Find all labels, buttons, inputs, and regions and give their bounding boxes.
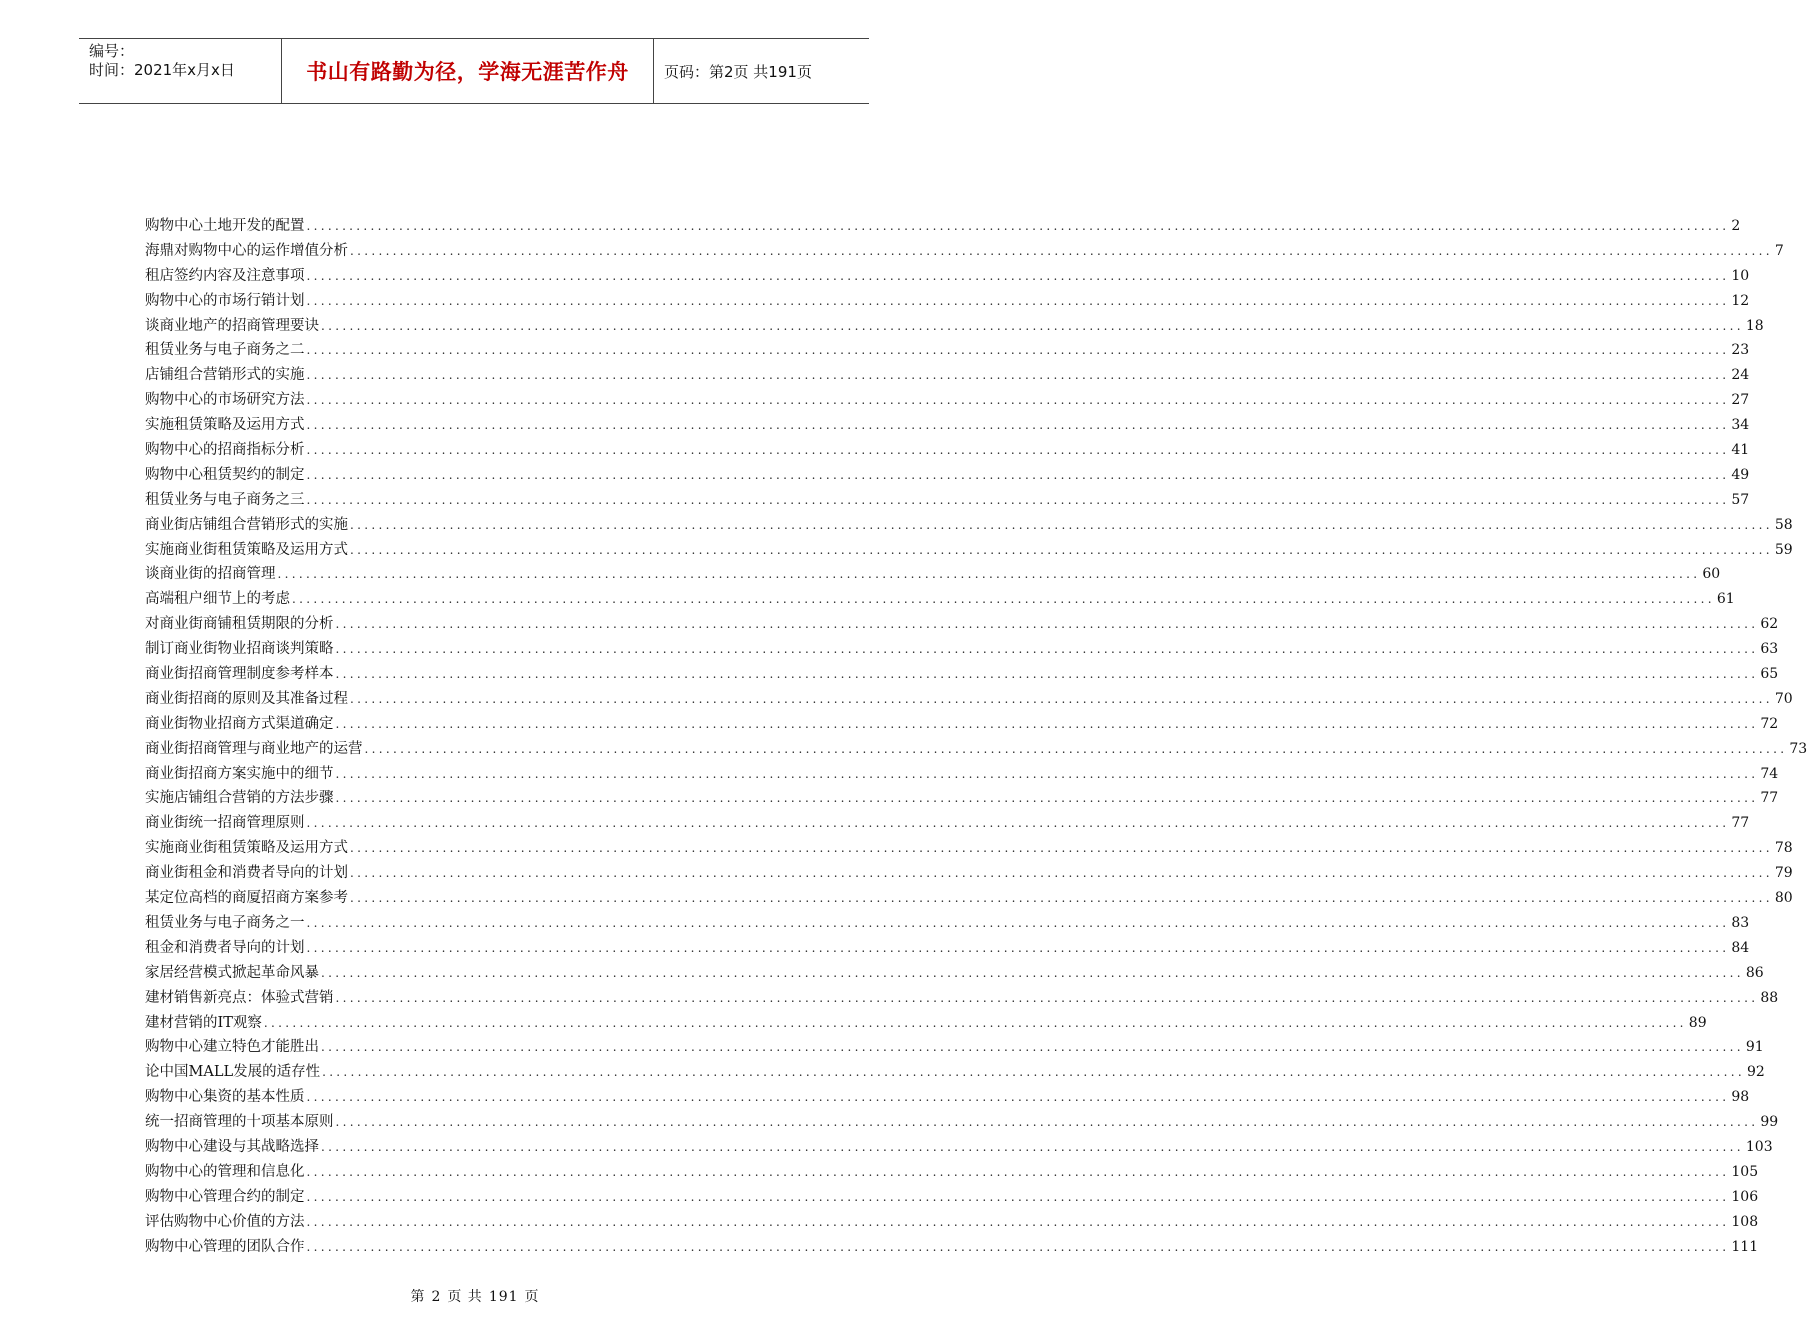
toc-entry-title: 租店签约内容及注意事项 [145,267,305,284]
toc-entry[interactable] [145,363,1750,388]
toc-leader-dots: ........................................................................................................................................................................................................ [277,567,1701,582]
toc-entry-title: 店铺组合营销形式的实施 [145,367,305,384]
toc-entry-page: 49 [1731,466,1750,483]
toc-entry-page: 58 [1774,516,1793,533]
toc-entry[interactable] [145,836,1793,861]
toc-entry[interactable] [145,413,1750,438]
toc-entry-page: 103 [1745,1138,1773,1155]
toc-leader-dots: ........................................................................................................................................................................................................ [306,219,1730,233]
toc-leader-dots: ........................................................................................................................................................................................................ [335,667,1759,682]
toc-entry-title: 购物中心建立特色才能胜出 [145,1039,319,1056]
toc-entry-page: 63 [1760,641,1779,658]
toc-entry-page: 18 [1745,317,1764,334]
toc-entry-page: 57 [1731,491,1750,508]
toc-entry-page: 92 [1746,1064,1765,1081]
toc-entry[interactable] [145,538,1793,563]
toc-leader-dots: ........................................................................................................................................................................................................ [350,866,1773,881]
toc-entry-page: 72 [1760,715,1779,732]
toc-entry[interactable] [145,1160,1759,1185]
toc-leader-dots: ........................................................................................................................................................................................................ [306,1090,1730,1105]
toc-entry-page: 105 [1731,1163,1759,1180]
toc-entry-title: 租金和消费者导向的计划 [145,939,305,956]
toc-leader-dots: ........................................................................................................................................................................................................ [322,1065,1745,1080]
toc-entry-page: 61 [1716,591,1735,608]
toc-entry[interactable] [145,463,1750,488]
toc-leader-dots: ........................................................................................................................................................................................................ [335,791,1759,806]
toc-entry-page: 91 [1745,1039,1764,1056]
toc-entry[interactable] [145,811,1750,836]
toc-entry-title: 论中国MALL发展的适存性 [145,1064,321,1081]
toc-entry-page: 74 [1760,765,1779,782]
toc-entry-title: 实施店铺组合营销的方法步骤 [145,790,334,807]
toc-entry-title: 购物中心土地开发的配置 [145,218,305,234]
toc-leader-dots: ........................................................................................................................................................................................................ [306,492,1730,507]
toc-leader-dots: ........................................................................................................................................................................................................ [306,443,1730,458]
toc-entry[interactable] [145,637,1779,662]
toc-entry[interactable] [145,513,1793,538]
toc-entry[interactable] [145,214,1741,239]
toc-leader-dots: ........................................................................................................................................................................................................ [350,243,1773,258]
toc-entry-title: 购物中心的市场研究方法 [145,392,305,409]
toc-leader-dots: ........................................................................................................................................................................................................ [306,368,1730,383]
toc-entry[interactable] [145,961,1764,986]
toc-entry-page: 77 [1760,790,1779,807]
toc-entry-title: 评估购物中心价值的方法 [145,1213,305,1230]
toc-leader-dots: ........................................................................................................................................................................................................ [321,965,1744,980]
toc-entry-page: 77 [1731,815,1750,832]
footer-page-number: 2 [431,1289,442,1305]
toc-leader-dots: ........................................................................................................................................................................................................ [306,467,1730,482]
toc-entry-page: 98 [1731,1089,1750,1106]
toc-entry[interactable] [145,612,1779,637]
toc-entry-title: 对商业街商铺租赁期限的分析 [145,616,334,633]
toc-entry[interactable] [145,1235,1759,1260]
toc-entry-page: 24 [1731,367,1750,384]
footer-total-pages: 191 [488,1289,519,1305]
toc-entry-page: 70 [1774,690,1793,707]
toc-entry[interactable] [145,1110,1779,1135]
toc-entry-title: 商业街店铺组合营销形式的实施 [145,516,348,533]
toc-leader-dots: ........................................................................................................................................................................................................ [306,343,1730,358]
toc-leader-dots: ........................................................................................................................................................................................................ [335,617,1759,632]
toc-entry-page: 7 [1774,242,1784,259]
toc-entry-page: 80 [1774,890,1793,907]
toc-entry[interactable] [145,662,1779,687]
toc-entry-title: 商业街招商方案实施中的细节 [145,765,334,782]
toc-leader-dots: ........................................................................................................................................................................................................ [306,1239,1730,1254]
toc-entry-title: 购物中心管理合约的制定 [145,1188,305,1205]
toc-leader-dots: ........................................................................................................................................................................................................ [292,592,1715,607]
toc-leader-dots: ........................................................................................................................................................................................................ [335,716,1759,731]
toc-leader-dots: ........................................................................................................................................................................................................ [335,766,1759,781]
toc-leader-dots: ........................................................................................................................................................................................................ [306,915,1730,930]
toc-entry-page: 106 [1731,1188,1759,1205]
toc-entry[interactable] [145,264,1750,289]
toc-entry-page: 27 [1731,392,1750,409]
toc-entry-title: 谈商业街的招商管理 [145,566,276,583]
toc-entry-title: 实施租赁策略及运用方式 [145,417,305,434]
toc-entry[interactable] [145,388,1750,413]
toc-entry[interactable] [145,911,1750,936]
toc-leader-dots: ........................................................................................................................................................................................................ [335,990,1759,1005]
toc-entry-title: 商业街物业招商方式渠道确定 [145,715,334,732]
toc-entry-title: 租赁业务与电子商务之三 [145,491,305,508]
toc-entry-title: 谈商业地产的招商管理要诀 [145,317,319,334]
toc-entry[interactable] [145,587,1735,612]
toc-leader-dots: ........................................................................................................................................................................................................ [350,691,1773,706]
toc-leader-dots: ........................................................................................................................................................................................................ [306,1189,1730,1204]
toc-entry-page: 84 [1731,939,1750,956]
toc-entry[interactable] [145,687,1793,712]
toc-entry-page: 108 [1731,1213,1759,1230]
header-motto: 书山有路勤为径，学海无涯苦作舟 [282,39,654,103]
toc-entry-page: 2 [1731,218,1741,234]
toc-entry[interactable] [145,1060,1765,1085]
toc-entry[interactable] [145,1135,1773,1160]
toc-entry-page: 88 [1760,989,1779,1006]
toc-entry-title: 高端租户细节上的考虑 [145,591,290,608]
toc-entry-title: 商业街招商管理制度参考样本 [145,666,334,683]
toc-entry[interactable] [145,1210,1759,1235]
header-meta [79,39,282,103]
toc-leader-dots: ........................................................................................................................................................................................................ [306,1214,1730,1229]
toc-leader-dots: ........................................................................................................................................................................................................ [350,891,1773,906]
toc-entry-title: 购物中心集资的基本性质 [145,1089,305,1106]
toc-leader-dots: ........................................................................................................................................................................................................ [321,1040,1744,1055]
toc-entry-title: 商业街招商的原则及其准备过程 [145,690,348,707]
toc-entry-title: 某定位高档的商厦招商方案参考 [145,890,348,907]
toc-entry[interactable] [145,861,1793,886]
toc-entry-title: 商业街招商管理与商业地产的运营 [145,740,363,757]
toc-entry-page: 78 [1774,840,1793,857]
toc-entry-page: 34 [1731,417,1750,434]
toc-entry-page: 59 [1774,541,1793,558]
toc-leader-dots: ........................................................................................................................................................................................................ [306,268,1730,283]
toc-entry-page: 60 [1702,566,1721,583]
toc-entry-title: 实施商业街租赁策略及运用方式 [145,541,348,558]
toc-entry[interactable] [145,289,1750,314]
toc-entry-title: 海鼎对购物中心的运作增值分析 [145,242,348,259]
toc-entry-page: 23 [1731,342,1750,359]
toc-entry-title: 购物中心建设与其战略选择 [145,1138,319,1155]
toc-entry[interactable] [145,986,1779,1011]
toc-entry-title: 实施商业街租赁策略及运用方式 [145,840,348,857]
toc-leader-dots: ........................................................................................................................................................................................................ [364,741,1788,756]
toc-entry-title: 租赁业务与电子商务之二 [145,342,305,359]
toc-entry[interactable] [145,314,1764,339]
toc-entry[interactable] [145,936,1750,961]
toc-entry-title: 租赁业务与电子商务之一 [145,914,305,931]
footer-suffix: 页 [524,1289,540,1305]
toc-entry[interactable] [145,886,1793,911]
toc-leader-dots: ........................................................................................................................................................................................................ [350,542,1773,557]
toc-entry[interactable] [145,1085,1750,1110]
toc-entry-title: 购物中心管理的团队合作 [145,1238,305,1255]
toc-entry-title: 家居经营模式掀起革命风暴 [145,964,319,981]
toc-entry-title: 建材销售新亮点：体验式营销 [145,989,334,1006]
toc-entry-page: 62 [1760,616,1779,633]
toc-entry-page: 65 [1760,666,1779,683]
toc-entry-title: 购物中心租赁契约的制定 [145,466,305,483]
toc-entry[interactable] [145,488,1750,513]
toc-entry[interactable] [145,239,1784,264]
toc-entry[interactable] [145,1011,1707,1036]
toc-entry-page: 73 [1789,740,1807,757]
toc-leader-dots: ........................................................................................................................................................................................................ [306,816,1730,831]
toc-leader-dots: ........................................................................................................................................................................................................ [335,642,1759,657]
toc-leader-dots: ........................................................................................................................................................................................................ [335,1115,1759,1130]
footer-prefix: 第 [410,1289,426,1305]
footer-mid: 页 共 [447,1289,483,1305]
toc-entry[interactable] [145,438,1750,463]
toc-entry[interactable] [145,762,1779,787]
toc-entry-page: 41 [1731,442,1750,459]
toc-leader-dots: ........................................................................................................................................................................................................ [350,841,1773,856]
toc-entry-title: 商业街租金和消费者导向的计划 [145,865,348,882]
toc-leader-dots: ........................................................................................................................................................................................................ [321,1139,1744,1154]
toc-leader-dots: ........................................................................................................................................................................................................ [306,418,1730,433]
toc-entry-page: 83 [1731,914,1750,931]
toc-entry-page: 111 [1731,1238,1759,1255]
toc-entry-title: 商业街统一招商管理原则 [145,815,305,832]
toc-entry-title: 购物中心的市场行销计划 [145,292,305,309]
document-date: 时间：2021年x月x日 [89,61,235,79]
toc-entry-page: 10 [1731,267,1750,284]
toc-leader-dots: ........................................................................................................................................................................................................ [263,1015,1687,1030]
toc-leader-dots: ........................................................................................................................................................................................................ [306,393,1730,408]
toc-entry-title: 统一招商管理的十项基本原则 [145,1114,334,1131]
page-footer [0,1286,950,1306]
toc-entry[interactable] [145,786,1779,811]
toc-entry[interactable] [145,712,1779,737]
toc-entry-page: 89 [1688,1014,1707,1031]
document-number-label: 编号： [89,42,135,60]
toc-entry[interactable] [145,737,1807,762]
toc-entry-page: 99 [1760,1114,1779,1131]
toc-leader-dots: ........................................................................................................................................................................................................ [306,293,1730,308]
toc-entry[interactable] [145,562,1721,587]
toc-entry-title: 建材营销的IT观察 [145,1014,262,1031]
toc-entry[interactable] [145,338,1750,363]
table-of-contents [145,214,1807,1259]
toc-entry[interactable] [145,1035,1764,1060]
toc-entry-title: 制订商业街物业招商谈判策略 [145,641,334,658]
toc-leader-dots: ........................................................................................................................................................................................................ [306,1164,1730,1179]
toc-leader-dots: ........................................................................................................................................................................................................ [321,318,1744,333]
toc-entry-title: 购物中心的招商指标分析 [145,442,305,459]
toc-entry-page: 86 [1745,964,1764,981]
toc-entry[interactable] [145,1185,1759,1210]
header-page-info: 页码：第2页 共191页 [664,62,812,81]
toc-entry-page: 12 [1731,292,1750,309]
toc-entry-title: 购物中心的管理和信息化 [145,1163,305,1180]
page-header [79,38,869,104]
toc-leader-dots: ........................................................................................................................................................................................................ [306,940,1730,955]
toc-entry-page: 79 [1774,865,1793,882]
toc-leader-dots: ........................................................................................................................................................................................................ [350,517,1773,532]
